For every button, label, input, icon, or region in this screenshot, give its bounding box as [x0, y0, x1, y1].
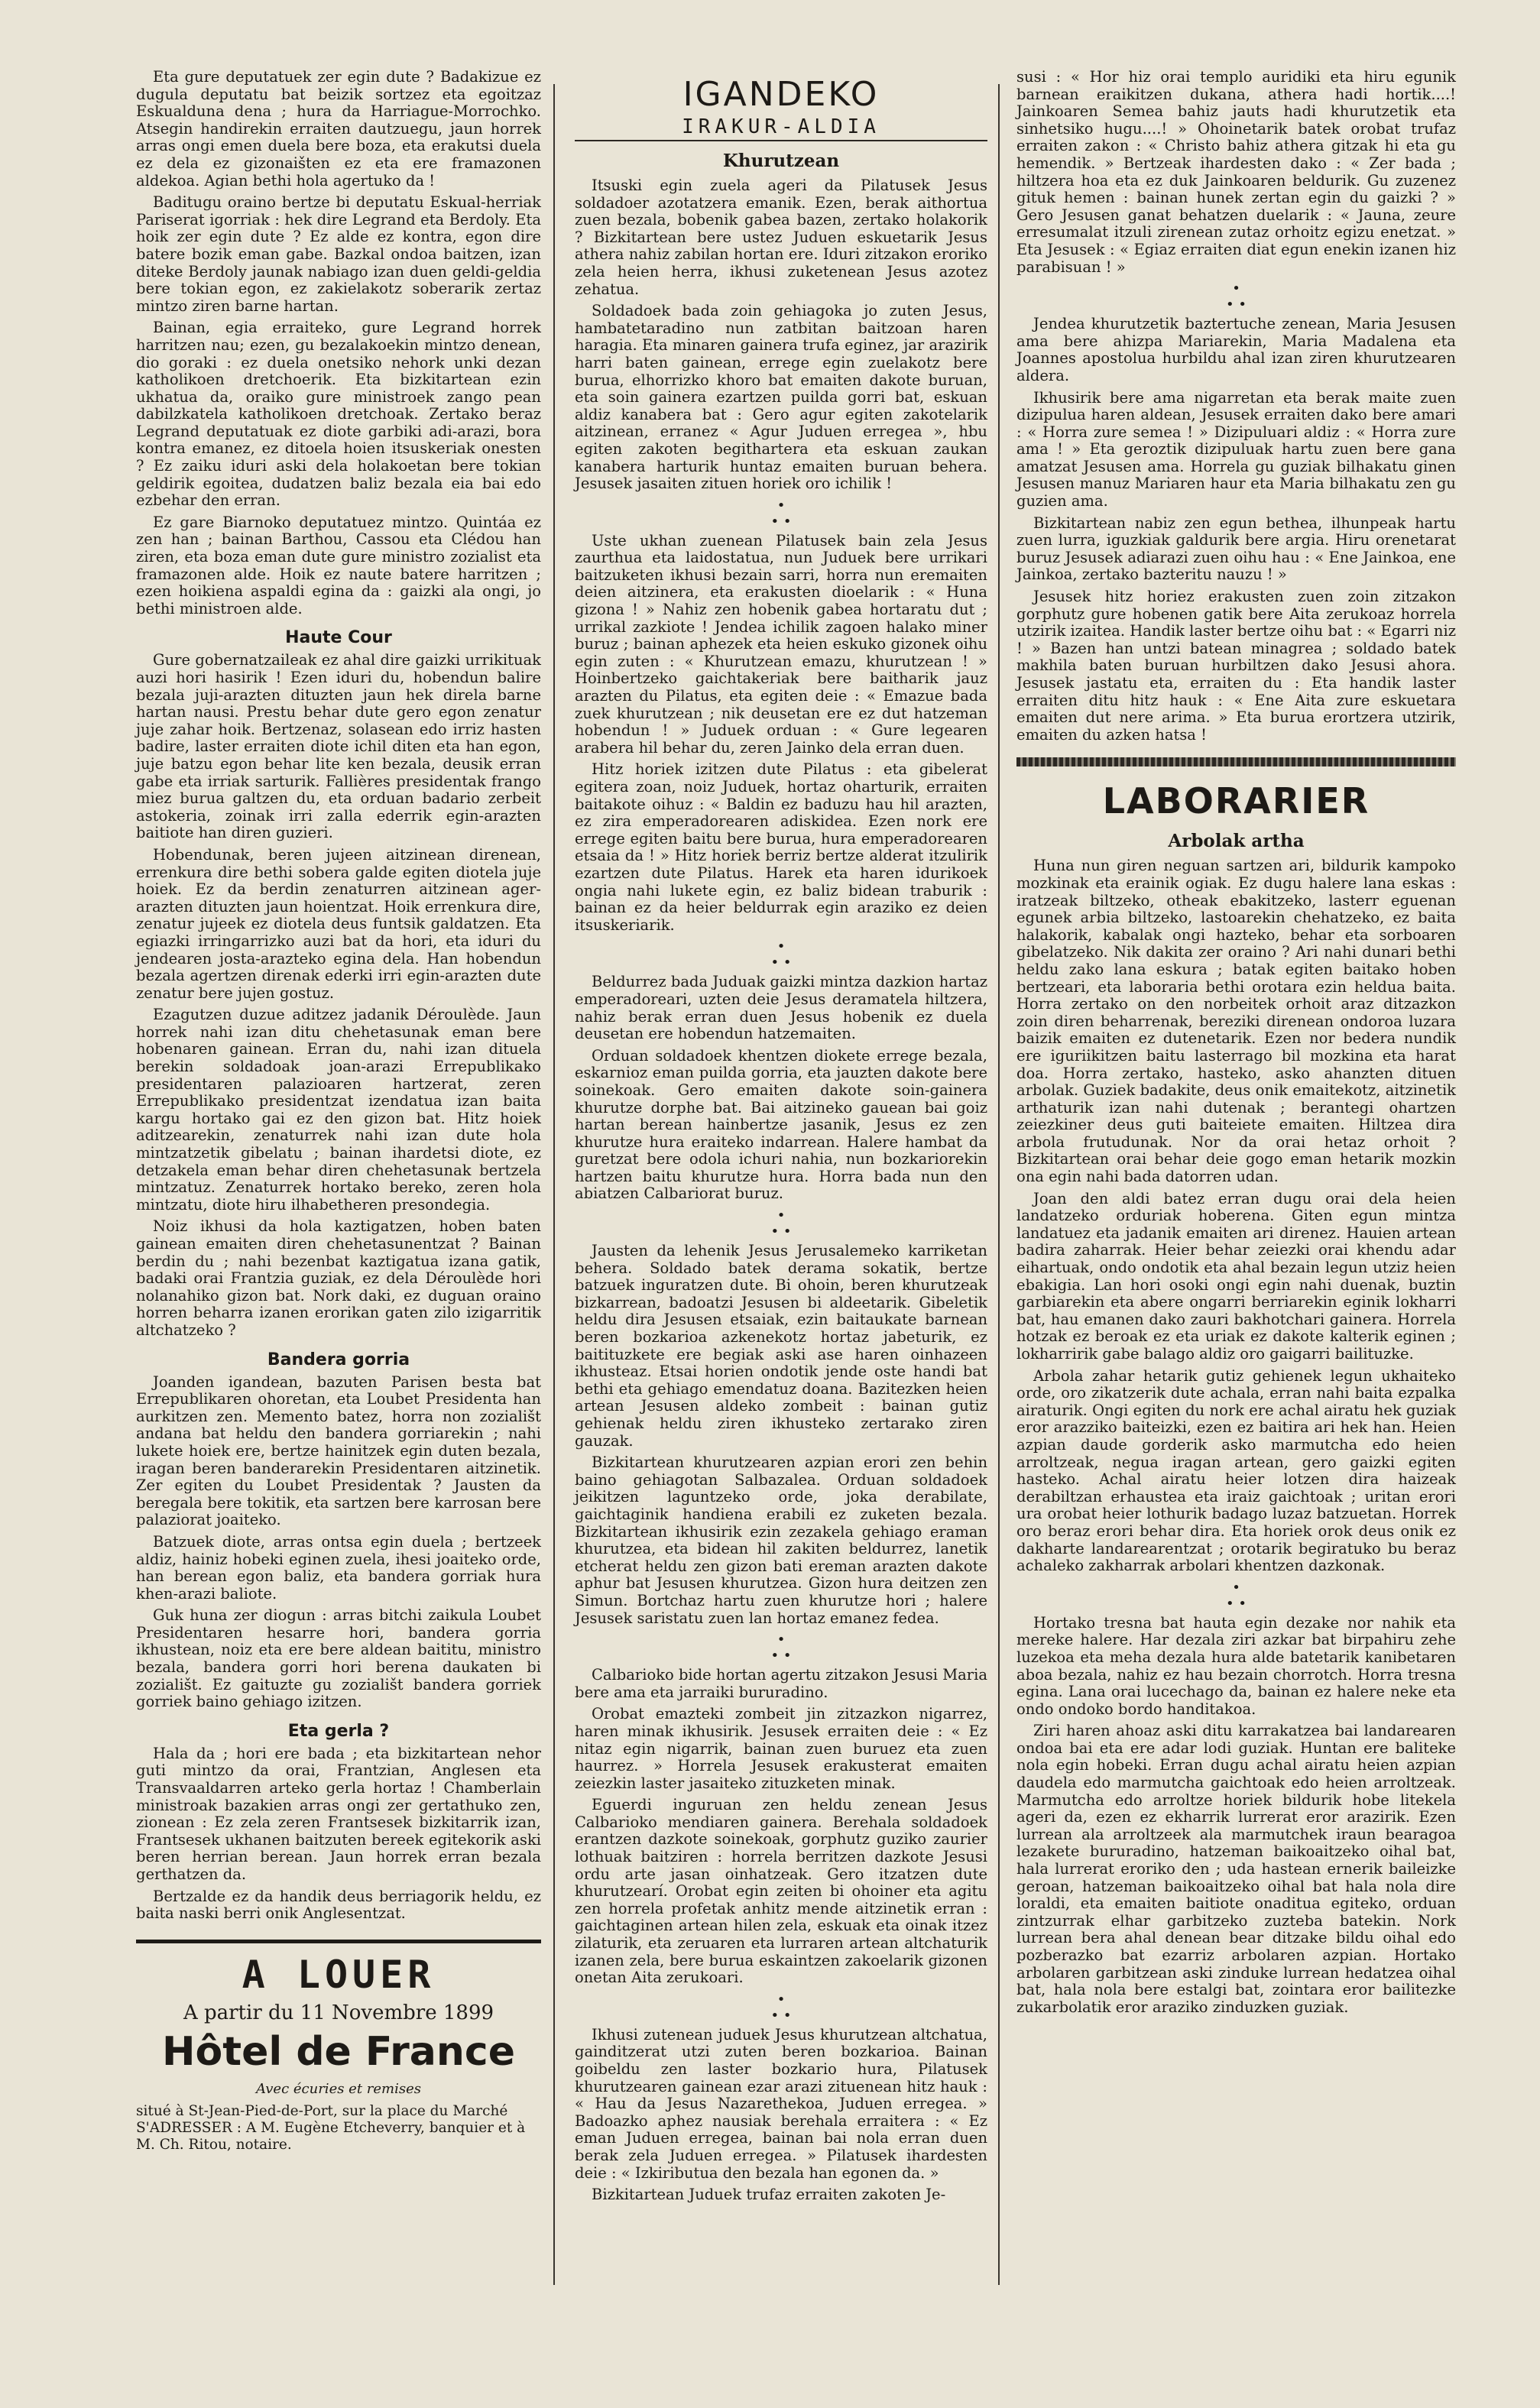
paragraph: Baditugu oraino bertze bi deputatu Eskual-herriak Pariserat igorriak : hek dire Legrand eta Berdoly. Eta hoik zer egin dute ? Ez alde ez kontra, egon dire batere bozik eman gabe. Bazkal ondoa baitzen, izan diteke Berdoly jaunak nabiago izan duen geldi-geldia bere tokian egon, ez zakielakotz soberarik zertaz mintzo ziren barne hartan. — [136, 193, 541, 315]
separator-dots: • • • — [770, 938, 792, 971]
paragraph: Ikhusi zutenean juduek Jesus khurutzean altchatua, gainditzerat utzi zuten beren bozkarioa. Bainan goibeldu zen laster bozkario hura, Pilatusek khurutzearen gainean ezar arazi zituenean hitz hauk : « Hau da Jesus Nazarethekoa, Juduen erregea. » Badoazko aphez nausiak berehala erraitera : « Ez eman Juduen erregea, bainan bai nola erran duen berak zela Juduen erregea. » Pilatusek ihardesten deie : « Izkiributua den bezala han egonen da. » — [575, 2025, 987, 2182]
section-heading: Haute Cour — [285, 628, 392, 648]
paragraph: Calbarioko bide hortan agertu zitzakon Jesusi Maria bere ama eta jarraiki bururadino. — [575, 1666, 987, 1701]
paragraph: Arbola zahar hetarik gutiz gehienek legun ukhaiteko orde, oro zikatzerik dute achala, erran nahi baita ezpalka airaturik. Ongi egiten du nork ere achal airatu hek guziak eror arazziko baiteizki, ezen ez baitira ari hek han. Heien azpian daude gorderik asko marmutcha edo heien arroltzeak, negua iragan artean, gero gaizki egiten hasteko. Achal airatu heier lotzen dira haizeak derabiltzan erhaustea eta iraiz gaichtoak ; uritan erori ura orobat heier lothurik badago luzaz batzuetan. Horrek oro beraz erori behar dira. Eta horiek orok deus onik ez dakharte landarearentzat ; orotarik begiratuko bu beraz achaleko zakharrak arbolari khentzen dazkonak. — [1016, 1366, 1456, 1575]
separator-dots: • • • — [1226, 280, 1247, 313]
section-heading: Eta gerla ? — [287, 1721, 390, 1741]
paragraph: Hala da ; hori ere bada ; eta bizkitartean nehor guti mintzo da orai, Frantzian, Anglesen eta Transvaaldarren arteko gerla hortaz ! Chamberlain ministroak bazakien arras ongi zer gertathuko zen, zionean : Ez zela zeren Frantsesek bizkitarrik izan, Frantsesek ukhanen baitzuten bereek egitekorik aski beren herrian berean. Jaun horrek erran bezala gerthatzen da. — [136, 1744, 541, 1883]
paragraph: Ikhusirik bere ama nigarretan eta berak maite zuen dizipulua haren aldean, Jesusek erraiten dako bere amari : « Horra zure semea ! » Dizipuluari aldiz : « Horra zure ama ! » Eta geroztik dizipuluak hartu zuen bere gana amatzat Jesusen ama. Horrela gu guziak bilhakatu ginen Jesusen manuz Mariaren haur eta Maria bilhakatu zen gu guzien ama. — [1016, 388, 1456, 510]
section-title: LABORARIER — [1102, 780, 1370, 822]
paragraph: Joanden igandean, bazuten Parisen besta bat Errepublikaren ohoretan, eta Loubet Presidenta han aurkitzen zen. Memento batez, horra non zoziališt andana bat heldu den bandera gorriarekin ; nahi lukete hoiek ere, bertze hainitzek egin duten bezala, iragan beren banderarekin Presidentaren aitzinetik. Zer egiten du Loubet Presidentak ? Jausten da beregala bere tokitik, eta sartzen bere karrosan bere palaziorat joaiteko. — [136, 1373, 541, 1529]
section-masthead: IGANDEKO — [682, 75, 880, 114]
paragraph: Hobendunak, beren jujeen aitzinean direnean, errenkura dire bethi sobera galde egiten diotela juje hoiek. Ez da berdin zenaturren aitzinean ager-arazten dituzten jaun hoientzat. Hoik errenkura dire, zenatur jujeek ez diotela deus funtsik galdatzen. Eta egiazki irringarrizko auzi bat da hori, eta iduri du jendearen josta-arazteko egina dela. Han hobendun bezala agertzen direnak ederki irri egin-arazten dute zenatur bere jujen gostuz. — [136, 845, 541, 1002]
paragraph: Guk huna zer diogun : arras bitchi zaikula Loubet Presidentaren hesarre hori, bandera gorria ikhustean, noiz eta ere bere aldean baititu, ministro bezala, bandera gorri hori berena daukaten bi zoziališt. Ez gaituzte gu zoziališt bandera gorriek gorriek baino gehiago izitzen. — [136, 1606, 541, 1711]
paragraph: Itsuski egin zuela ageri da Pilatusek Jesus soldadoer azotatzera emanik. Ezen, berak aithortua zuen bezala, bobenik gabea bazen, zertako holakorik ? Bizkitartean bere ustez Juduen eskuetarik Jesus athera nahiz zabilan hortan ere. Iduri zitzakon eroriko zela heien herra, ikhusi zuketenean Jesus azotez zehatua. — [575, 177, 987, 298]
paragraph: Bizkitartean khurutzearen azpian erori zen behin baino gehiagotan Salbazalea. Orduan soldadoek jeikitzen laguntzeko orde, joka derabilate, gaichtaginik handiena erabili ez zuketen bezala. Bizkitartean ikhusirik ezin zezakela gehiago eraman khurutzea, eta bidean hil zakiten beldurrez, lanetik etcherat heldu zen gizon bati ereman arazten dakote aphur bat Jesusen khurutzea. Gizon hura deitzen zen Simun. Bortchaz hartu zuen khurutze hori ; halere Jesusek saristatu zuen lan hortaz emanez fedea. — [575, 1454, 987, 1627]
ad-remises: Avec écuries et remises — [255, 2080, 421, 2097]
ad-title: A LOUER — [242, 1952, 436, 1997]
ad-contact: S'ADRESSER : A M. Eugène Etcheverry, banquier et à M. Ch. Ritou, notaire. — [136, 2119, 526, 2153]
paragraph: Ez gare Biarnoko deputatuez mintzo. Quintáa ez zen han ; bainan Barthou, Cassou eta Clédou han ziren, eta boza eman dute gure ministro zozialist eta framazonen alde. Hoik ez naute batere harritzen ; ezen hoikiena aspaldi egina da : gaizki ala ongi, jo bethi ministroen alde. — [136, 513, 541, 617]
paragraph: Soldadoek bada zoin gehiagoka jo zuten Jesus, hambatetaradino nun zatbitan baitzoan haren haragia. Eta minaren gainera trufa eginez, jar arazirik harri baten gainean, errege egin zuelakotz bere burua, elhorrizko khoro bat emaiten dakote buruan, eta soin gainera ezartzen puilda gorri bat, eskuan aldiz kanabera bat : Gero agur egiten zakotelarik aitzinean, erranez « Agur Juduen erregea », hbu egiten zakoten begithartera eta eskuan zaukan kanabera harturik huntaz emaiten buruan behera. Jesusek jasaiten zituen horiek oro ichilik ! — [575, 302, 987, 493]
article-title: Khurutzean — [722, 151, 840, 171]
paragraph: Beldurrez bada Juduak gaizki mintza dazkion hartaz emperadoreari, uzten deie Jesus deramatela hiltzera, nahiz berak erran duen Jesus hobenik ez duela deusetan ere hobendun hatzemaiten. — [575, 973, 987, 1043]
paragraph: Batzuek diote, arras ontsa egin duela ; bertzeek aldiz, hainiz hobeki eginen zuela, ihesi joaiteko orde, han berean egon baliz, eta bandera gorriak hura khen-arazi baliote. — [136, 1532, 541, 1603]
paragraph: Bertzalde ez da handik deus berriagorik heldu, ez baita naski berri onik Anglesentzat. — [136, 1887, 541, 1923]
paragraph: Huna nun giren neguan sartzen ari, bildurik kampoko mozkinak eta erainik ogiak. Ez dugu halere lana eskas : iratzeak biltzeko, otheak ebakitzeko, lasterr eguenan egunek arbia biltzeko, lastoarekin chehatzeko, ez baita halakorik, kabalak ongi hazteko, behar eta sorboaren gibelatzeko. Nik dakita zer oraino ? Ari nahi dunari bethi heldu zako lana eskura ; batak egiten baitako hoben bertzeari, eta laboraria bethi orotara ezin heldua baita. Horra zertako on den norbeitek orhoit araz ditzazkon zoin diren beharrenak, bereziki direnean ondoroa luzara baizik emaiten ez dutenetarik. Ezen nor bedera nundik ere iguriikitzen baitu lasterrago bil mozkina eta harat doa. Horra zertako, hasteko, asko ahanzten dituen arbolak. Guziek badakite, deus onik emaitekotz, aitzinetik arthaturik izan nahi dutenak ; berantegi ohartzen zeiezkiner deus guti baiteiete emaiten. Hiltzea dira arbola frutudunak. Nor da orai hetaz orhoit ? Bizkitartean orai behar deie gogo eman hetarik mozkin ona egin nahi bada datorren udan. — [1016, 857, 1456, 1186]
article-title: Arbolak artha — [1168, 831, 1305, 852]
paragraph: Ezagutzen duzue aditzez jadanik Déroulède. Jaun horrek nahi izan ditu chehetasunak eman bere hobenaren gainean. Erran du, nahi izan dituela berekin soldadoak joan-arazi Errepublikako presidentaren palazioaren hartzerat, zeren Errepublikako presidentzat izendatua izan baita kargu hortako gai ez den gizon bat. Hitz hoiek aditzearekin, zenaturrek nahi izan dute hola mintzatzetik gibelatu ; bainan ihardetsi diote, ez detzakela eman behar diren chehetasunak bertzela mintzatuz. Zenaturrek hortako bereko, zeren hola mintzatu, diote hiru ilhabetheren presondegia. — [136, 1006, 541, 1214]
ad-address: situé à St-Jean-Pied-de-Port, sur la place du Marché — [136, 2102, 508, 2119]
paragraph: Jausten da lehenik Jesus Jerusalemeko karriketan behera. Soldado batek derama sokatik, bertze batzuek inguratzen dute. Bi ohoin, beren khurutzeak bizkarrean, badoatzi Jesusen bi aldeetarik. Gibeletik heldu dira Jesusen etsaiak, ezin baitaukate barnean beren bozkarioa azkenekotz hortaz jabeturik, ez baitituzkete ere begiak aski ase haren oinhazeen ikhusteaz. Etsai horien ondotik jende oste handi bat bethi eta gehiago emendatuz doana. Bazitezken heien artean Jesusen aldeko zombeit : bainan gutiz gehienak heldu ziren ikhusteko zertarako ziren gauzak. — [575, 1242, 987, 1450]
column-right — [1016, 69, 1456, 2021]
paragraph: Gure gobernatzaileak ez ahal dire gaizki urrikituak auzi hori hasirik ! Ezen iduri du, hobendun balire bezala juji-arazten dituzten jaun hek direla barne hartan nausi. Prestu behar dute gero egon zenatur juje zahar hoik. Bertzenaz, solasean edo irriz hasten badire, laster erraiten diote ichil diten eta han egon, juje batzu egon behar lite ken bezala, deusik erran gabe eta irriak sarturik. Fallières presidentak frango miez burua galtzen du, eta orduan badario zerbeit astokeria, zoinak irri zalla ederrik egin-arazten baitiote han diren guzieri. — [136, 651, 541, 842]
column-divider — [553, 84, 555, 2285]
paragraph: Orobat emazteki zombeit jin zitzazkon nigarrez, haren minak ikhusirik. Jesusek erraiten deie : « Ez nitaz egin nigarrik, bainan zuen buruez eta zuen haurrez. » Horrela Jesusek erakusterat emaiten zeiezkin laster jasaiteko zituzketen minak. — [575, 1705, 987, 1792]
paragraph: Bizkitartean Juduek trufaz erraiten zakoten Je- — [592, 2186, 946, 2204]
paragraph: Hortako tresna bat hauta egin dezake nor nahik eta mereke halere. Har dezala ziri azkar bat birpahiru zehe luzekoa eta meha dezala hura alde batetarik kanibetaren aboa bezala, nahiz ez hau bezain chorrotch. Horra tresna egina. Lana orai lucechago da, bainan ez halere neke eta ondo ondoko bordo handitakoa. — [1016, 1613, 1456, 1718]
paragraph: Ziri haren ahoaz aski ditu karrakatzea bai landarearen ondoa bai eta ere adar lodi guziak. Huntan ere baliteke nola egin hobeki. Erran dugu achal airatu heien azpian daudela edo marmutcha gaichtoak edo heien arroltzeak. Marmutcha edo arroltze horiek bildurik hobe litekela ageri da, ezen ez ekharrik lurrerat eror arazirik. Ezen lurrean ala arroltzeek ala marmutchek iraun bearagoa lezakete bururadino, hatzeman baikoaitzeko oihal bat, hala lurrerat eroriko den ; uda hastean ernerik baileizke geroan, hatzeman baikoaitzeko oihal bat hala nola dire loraldi, eta emaiten baitiote onaditua egiteko, orduan zintzurrak elhar garbitzeko zuzteba batekin. Nork lurrean bera ahal denean bear ditzake bildu oihal edo pozberazko bat ezarriz arbolaren azpian. Hortako arbolaren garbitzean aski zinduke lurrean hedatzea oihal bat, hala nola bere estalgi bat, zointara eror bailitezke zukarbolatik eror araziko zinduzken guziak. — [1016, 1722, 1456, 2016]
paragraph: Eta gure deputatuek zer egin dute ? Badakizue ez dugula deputatu bat beizik sortzez eta egoitzaz Eskualduna dena ; hura da Harriague-Morrochko. Atsegin handirekin erraiten dautzuegu, jaun horrek arras ongi emen duela bere boza, eta erakutsi duela ez dela ez gizonaišten ez eta ere framazonen aldekoa. Agian bethi hola agertuko da ! — [136, 68, 541, 190]
separator-dots: • • • — [770, 1991, 792, 2024]
separator-dots: • • • — [1226, 1579, 1247, 1612]
ad-date: A partir du 11 Novembre 1899 — [183, 2001, 494, 2024]
column-divider — [998, 84, 1000, 2285]
paragraph: Orduan soldadoek khentzen diokete errege bezala, eskarnioz eman puilda gorria, eta jauzten dakote bere soinekoak. Gero emaiten dakote soin-gainera khurutze dorphe bat. Bai aitzineko gauean bai goiz hartan berean hainbertze jasanik, Jesus ez zen khurutze hura eraiteko indarrean. Halere hambat da guretzat bere odola ichuri nahia, nun bozkariorekin hartzen baitu khurutze hura. Horra bada nun den abiatzen Calbariorat buruz. — [575, 1046, 987, 1203]
paragraph: Uste ukhan zuenean Pilatusek bain zela Jesus zaurthua eta laidostatua, nun Juduek bere urrikari baitzuketen ikhusi bezain sarri, horra nun eremaiten deien aitzinera, eta erakusten dioelarik : « Huna gizona ! » Nahiz zen hobenik gabea hortaratu dut ; urrikal zazkiote ! Jendea ichilik zagoen halako miner buruz ; bainan aphezek eta heien eskuko gizonek oihu egin zuten : « Khurutzean emazu, khurutzean ! » Hoinbertzeko gaichtakeriak bere baitharik jauz arazten du Pilatus, eta egiten deie : « Emazue bada zuek khurutzean ; nik deusetan ere ez dut hatzeman hobendun ! » Juduek orduan : « Gure legearen arabera hil behar du, zeren Jainko dela erran duen. — [575, 531, 987, 757]
paragraph: Eguerdi inguruan zen heldu zenean Jesus Calbarioko mendiaren gainera. Berehala soldadoek erantzen dazkote soinekoak, gorphutz guziko zaurier lothuak baitziren : horrela berritzen dazkote Jesusi ordu arte jasan oinhatzeak. Gero itzatzen dute khurutzearí. Orobat egin zeiten bi ohoiner eta agitu zen horrela profetak anhitz mende aitzinetik erran : gaichtaginen artean hilen zela, eskuak eta oinak itzez zilaturik, eta zeruaren eta lurraren artean altchaturik izanen zela, bere burua eskaintzen zakoelarik gizonen onetan Aita zerukoari. — [575, 1796, 987, 1987]
column-left — [136, 69, 541, 2154]
paragraph: Hitz horiek izitzen dute Pilatus : eta gibelerat egitera zoan, noiz Juduek, hortaz oharturik, erraiten baitakote oihuz : « Baldin ez baduzu hau hil arazten, ez zira emperadorearen adiskidea. Ezen nork ere errege egiten baitu bere burua, hura emperadorearen etsaia da ! » Hitz horiek berriz bertze alderat itzulirik ezartzen dute Pilatus. Harek eta haren idurikoek ongia nahi lukete egin, ez baliz bidean traburik : bainan ez da heier beldurrak egin araziko ez deien itsuskeriarik. — [575, 760, 987, 934]
ad-hotel-name: Hôtel de France — [162, 2028, 515, 2075]
paragraph: Jesusek hitz horiez erakusten zuen zoin zitzakon gorphutz gure hobenen gatik bere Aita zerukoaz horrela utzirik izaitea. Handik laster bertze oihu bat : « Egarri niz ! » Bazen han untzi batean minagrea ; soldado batek makhila baten buruan hurbiltzen dako Jesusi ahora. Jesusek jastatu eta, erraiten du : Eta handik laster erraiten ditu hitz hauk : « Ene Aita zure eskuetara emaiten dut nere arima. » Eta burua erortzera utzirik, emaiten du azken hatsa ! — [1016, 588, 1456, 744]
column-middle — [575, 69, 987, 2209]
paragraph: susi : « Hor hiz orai templo auridiki eta hiru egunik barnean eraikitzen dukana, athera hadi hortik....! Jainkoaren Semea bahiz jauts hadi khurutzetik eta sinhetsiko hugu....! » Ohoinetarik batek orobat trufaz erraiten zakon : « Christo bahiz athera gitzak hi eta gu hemendik. » Bertzeak ihardesten dako : « Zer bada ; hiltzera hoa eta ez duk Jainkoaren beldurik. Gu zuzenez gituk hemen : bainan hunek zertan egin du gaizki ? » Gero Jesusen ganat behatzen duelarik : « Jauna, zeure erresumalat itzuli zirenean zutaz orhoitz egizu enetzat. » Eta Jesusek : « Egiaz erraiten diat egun enekin izanen hiz parabisuan ! » — [1016, 68, 1456, 276]
paragraph: Noiz ikhusi da hola kaztigatzen, hoben baten gainean emaiten diren chehetasunentzat ? Bainan berdin du ; nahi bezenbat kaztigatua izana gatik, badaki orai Frantzia guziak, ez dela Déroulède hori nolanahiko gizon bat. Nork daki, ez duguan oraino horren beharra izanen erorikan gaten zilo izigarritik altchatzeko ? — [136, 1217, 541, 1339]
paragraph: Jendea khurutzetik baztertuche zenean, Maria Jesusen ama bere ahizpa Mariarekin, Maria Madalena eta Joannes apostolua hurbildu ahal izan ziren khurutzearen aldera. — [1016, 315, 1456, 384]
section-heading: Bandera gorria — [267, 1350, 410, 1369]
separator-dots: • • • — [770, 497, 792, 530]
decorative-rule — [1016, 757, 1456, 766]
separator-dots: • • • — [770, 1632, 792, 1664]
advertisement — [136, 1940, 541, 2154]
paragraph: Bainan, egia erraiteko, gure Legrand horrek harritzen nau; ezen, gu bezalakoekin mintzo denean, dio goraki : ez duela onetsiko nehork unki dezan katholikoen dretchoerik. Eta bizkitartean ezin ukhatua da, oraiko gure ministroek zango pean dabilzkatela katholikoen dretchoak. Zertako beraz Legrand deputatuak ez diote garbiki adi-arazi, bora kontra emanez, ez ditoela hoien itsuskeriak onesten ? Ez zaiku iduri aski dela holakoetan bere tokian geldirik egoitea, dudatzen baliz bezala eia bai edo ezbehar den erran. — [136, 319, 541, 510]
section-masthead-subtitle: IRAKUR-ALDIA — [575, 115, 987, 141]
paragraph: Joan den aldi batez erran dugu orai dela heien landatzeko orduriak hoberena. Giten egun mintza landatuez eta jadanik emaiten ari direnez. Hauien artean badira zaharrak. Heier behar zeiezki orai khendu adar eihartuak, ondo ondotik eta ahal bezain legun utziz heien ebakigia. Lan hori osoki ongi egin nahi duenak, buztin garbiarekin eta abere ongarri berriarekin eginik lokharri bat, hau emanen dako zauri bakhotchari gainera. Horrela hotzak ez beroak ez eta uriak ez dakote kalterik eginen ; lokharririk gabe balago aldiz oro gaigarri bailituzke. — [1016, 1189, 1456, 1363]
paragraph: Bizkitartean nabiz zen egun bethea, ilhunpeak hartu zuen lurra, iguzkiak galdurik bere argia. Hiru orenetarat buruz Jesusek adiarazi zuen oihu hau : « Ene Jainkoa, ene Jainkoa, zertako bazteritu nauzu ! » — [1016, 514, 1456, 584]
separator-dots: • • • — [770, 1207, 792, 1240]
